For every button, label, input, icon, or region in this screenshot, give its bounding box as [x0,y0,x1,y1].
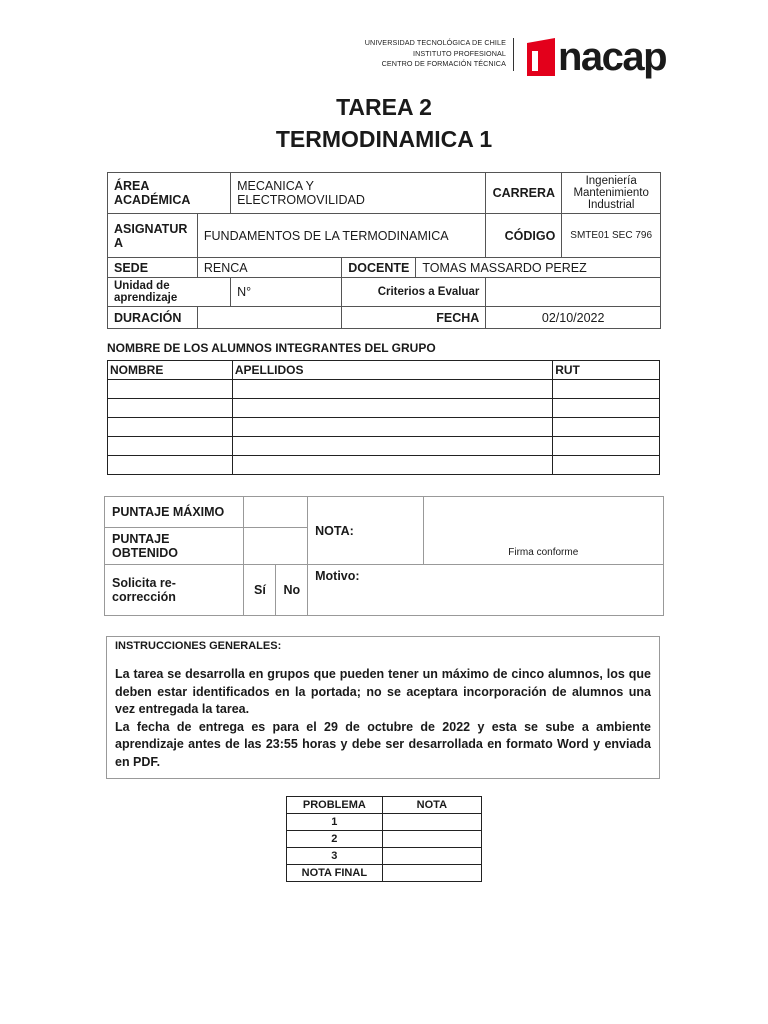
puntaje-maximo-value[interactable] [244,497,308,528]
rut-cell[interactable] [553,380,660,399]
rut-cell[interactable] [553,399,660,418]
students-table [107,360,660,475]
area-value [231,173,486,214]
column-header: PROBLEMA [287,797,383,814]
carrera-value-line: Industrial [587,199,635,211]
instructions-heading: INSTRUCCIONES GENERALES: [115,640,282,652]
problems-table [286,796,482,882]
column-header: NOTA [382,797,481,814]
nota-final-label: NOTA FINAL [287,865,383,882]
instructions-box [106,636,660,779]
apellidos-cell[interactable] [232,380,552,399]
motivo-label: Motivo: [308,565,664,616]
logo-text: nacap [558,35,667,79]
instructions-paragraph: La tarea se desarrolla en grupos que pueden tener un máximo de cinco alumnos, los que deben estar identificados en la portada; no se aceptara incorporación de alumnos una vez entregada la tarea. [115,667,651,716]
rut-cell[interactable] [553,437,660,456]
institution-line: INSTITUTO PROFESIONAL [412,48,506,58]
rut-cell[interactable] [553,418,660,437]
area-label: ÁREA ACADÉMICA [108,173,231,214]
firma-field [423,497,663,565]
criterios-label: Criterios a Evaluar [342,278,486,307]
asignatura-value: FUNDAMENTOS DE LA TERMODINAMICA [197,214,485,258]
table-row [108,456,660,475]
codigo-value: SMTE01 SEC 796 [562,214,661,258]
fecha-label: FECHA [342,307,486,329]
unidad-value: N° [231,278,342,307]
apellidos-cell[interactable] [232,456,552,475]
codigo-label: CÓDIGO [486,214,562,258]
problem-grade[interactable] [382,814,481,831]
asignatura-label-line: A [114,235,124,250]
table-row [287,814,482,831]
table-row [108,380,660,399]
nombre-cell[interactable] [108,380,233,399]
asignatura-label-line: ASIGNATUR [114,221,188,236]
students-section-title: NOMBRE DE LOS ALUMNOS INTEGRANTES DEL GRUPO [107,341,436,355]
asignatura-label [108,214,198,258]
sede-label: SEDE [108,258,198,278]
sede-value: RENCA [197,258,341,278]
carrera-label: CARRERA [486,173,562,214]
criterios-value [486,278,661,307]
docente-value: TOMAS MASSARDO PEREZ [416,258,661,278]
institution-line: UNIVERSIDAD TECNOLÓGICA DE CHILE [364,38,506,47]
nota-label: NOTA: [308,497,423,565]
area-value-line: ELECTROMOVILIDAD [237,193,365,207]
course-info-table [107,172,661,329]
problem-grade[interactable] [382,831,481,848]
duracion-label: DURACIÓN [108,307,198,329]
table-row [287,865,482,882]
nota-final-value[interactable] [382,865,481,882]
table-row [287,831,482,848]
page-title: TAREA 2 [336,94,432,120]
problem-grade[interactable] [382,848,481,865]
page-subtitle: TERMODINAMICA 1 [275,126,493,152]
nombre-cell[interactable] [108,399,233,418]
problem-number: 1 [287,814,383,831]
firma-label: Firma conforme [508,547,579,558]
column-header: NOMBRE [108,361,233,380]
table-row [108,437,660,456]
table-row [287,848,482,865]
logo-divider [513,38,514,71]
nombre-cell[interactable] [108,437,233,456]
puntaje-maximo-label: PUNTAJE MÁXIMO [105,497,244,528]
inacap-logo-mark-icon [527,38,560,76]
instructions-paragraph: La fecha de entrega es para el 29 de octubre de 2022 y esta se sube a ambiente aprendizaje antes de las 23:55 horas y debe ser desarrollada en formato Word y enviada en PDF. [115,719,651,769]
column-header: RUT [553,361,660,380]
no-option[interactable]: No [276,565,308,616]
nombre-cell[interactable] [108,418,233,437]
problem-number: 3 [287,848,383,865]
puntaje-obtenido-value[interactable] [244,528,308,565]
unidad-label: Unidad de aprendizaje [108,278,231,307]
apellidos-cell[interactable] [232,399,552,418]
table-row [108,418,660,437]
apellidos-cell[interactable] [232,437,552,456]
institution-line: CENTRO DE FORMACIÓN TÉCNICA [381,59,506,68]
problem-number: 2 [287,831,383,848]
carrera-value-line: Ingeniería Mantenimiento [573,175,649,199]
instructions-body [115,666,651,771]
carrera-value [562,173,661,214]
fecha-value: 02/10/2022 [486,307,661,329]
column-header: APELLIDOS [232,361,552,380]
recorreccion-label: Solicita re-corrección [105,565,244,616]
score-table [104,496,664,616]
puntaje-obtenido-label: PUNTAJE OBTENIDO [105,528,244,565]
apellidos-cell[interactable] [232,418,552,437]
docente-label: DOCENTE [342,258,416,278]
institution-lines [365,38,506,70]
nombre-cell[interactable] [108,456,233,475]
rut-cell[interactable] [553,456,660,475]
duracion-value [197,307,341,329]
area-value-line: MECANICA Y [237,179,314,193]
si-option[interactable]: Sí [244,565,276,616]
table-row [108,399,660,418]
